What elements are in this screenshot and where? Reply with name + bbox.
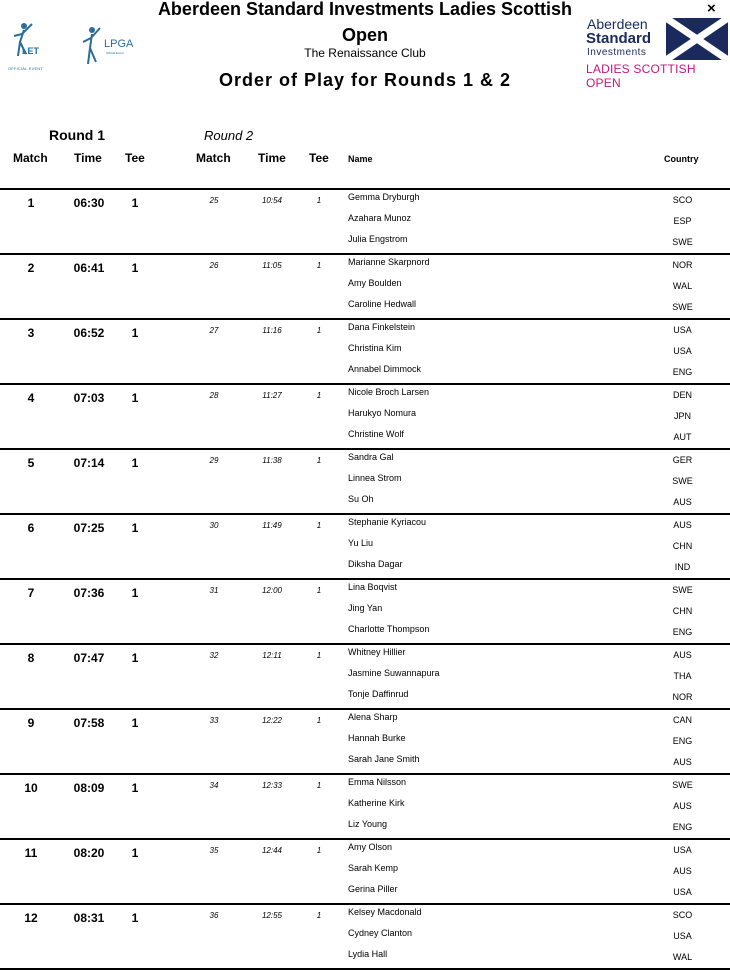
round-2-tee: 1 bbox=[316, 326, 322, 335]
round-2-tee: 1 bbox=[316, 911, 322, 920]
group-separator bbox=[0, 578, 730, 580]
player-name: Azahara Munoz bbox=[348, 213, 412, 223]
page-title: Aberdeen Standard Investments Ladies Scottish Open bbox=[157, 0, 573, 45]
player-name: Dana Finkelstein bbox=[348, 322, 416, 332]
round-2-time: 12:55 bbox=[261, 911, 283, 920]
player-name: Julia Engstrom bbox=[348, 234, 408, 244]
player-country: IND bbox=[674, 562, 691, 572]
round-2-match: 27 bbox=[209, 326, 219, 335]
round-2-tee: 1 bbox=[316, 196, 322, 205]
player-name: Kelsey Macdonald bbox=[348, 907, 422, 917]
let-logo-subtext: OFFICIAL EVENT bbox=[8, 66, 44, 71]
player-country: ENG bbox=[672, 627, 693, 637]
group-separator bbox=[0, 383, 730, 385]
round-1-tee: 1 bbox=[131, 456, 139, 470]
player-name: Jing Yan bbox=[348, 603, 383, 613]
column-header-country: Country bbox=[664, 154, 699, 164]
round-1-tee: 1 bbox=[131, 911, 139, 925]
venue-name: The Renaissance Club bbox=[304, 46, 426, 60]
player-name: Annabel Dimmock bbox=[348, 364, 422, 374]
match-group bbox=[0, 190, 730, 255]
player-country: SCO bbox=[672, 195, 693, 205]
group-separator bbox=[0, 643, 730, 645]
round-1-tee: 1 bbox=[131, 391, 139, 405]
player-country: WAL bbox=[672, 952, 693, 962]
player-name: Yu Liu bbox=[348, 538, 374, 548]
round-1-time: 08:31 bbox=[73, 911, 105, 925]
group-separator bbox=[0, 318, 730, 320]
let-logo-text: LET bbox=[22, 46, 39, 56]
player-name: Cydney Clanton bbox=[348, 928, 413, 938]
round-2-match: 28 bbox=[209, 391, 219, 400]
player-country: SWE bbox=[672, 302, 693, 312]
match-group bbox=[0, 515, 730, 580]
player-name: Diksha Dagar bbox=[348, 559, 403, 569]
round-1-time: 07:25 bbox=[73, 521, 105, 535]
page-subtitle: Order of Play for Rounds 1 & 2 bbox=[218, 70, 512, 90]
round-2-tee: 1 bbox=[316, 391, 322, 400]
round-2-time: 12:44 bbox=[261, 846, 283, 855]
player-name: Christine Wolf bbox=[348, 429, 404, 439]
close-button[interactable]: × bbox=[707, 0, 716, 17]
round-1-match: 4 bbox=[27, 391, 35, 405]
player-name: Gemma Dryburgh bbox=[348, 192, 420, 202]
round-2-match: 36 bbox=[209, 911, 219, 920]
round-2-match: 30 bbox=[209, 521, 219, 530]
group-separator bbox=[0, 188, 730, 190]
round-1-time: 08:20 bbox=[73, 846, 105, 860]
sponsor-line-1: Aberdeen bbox=[587, 16, 648, 32]
round-1-time: 08:09 bbox=[73, 781, 105, 795]
player-country: AUS bbox=[673, 801, 692, 811]
player-country: ENG bbox=[672, 367, 693, 377]
player-country: ENG bbox=[672, 736, 693, 746]
match-group bbox=[0, 710, 730, 775]
player-country: SWE bbox=[672, 237, 693, 247]
round-1-tee: 1 bbox=[131, 261, 139, 275]
round-2-tee: 1 bbox=[316, 261, 322, 270]
player-country: SWE bbox=[672, 476, 693, 486]
round-2-time: 11:05 bbox=[262, 261, 282, 270]
round-2-match: 34 bbox=[209, 781, 219, 790]
column-header-match: Match bbox=[13, 151, 48, 165]
round-1-tee: 1 bbox=[131, 586, 139, 600]
round-1-match: 12 bbox=[24, 911, 38, 925]
player-country: DEN bbox=[672, 390, 692, 400]
lpga-logo-text: LPGA bbox=[104, 38, 134, 50]
column-header-time: Time bbox=[74, 151, 102, 165]
group-separator bbox=[0, 773, 730, 775]
player-name: Tonje Daffinrud bbox=[348, 689, 409, 699]
match-group bbox=[0, 905, 730, 970]
player-country: CHN bbox=[672, 606, 693, 616]
round-1-match: 9 bbox=[27, 716, 35, 730]
player-country: AUT bbox=[673, 432, 692, 442]
round-2-time: 12:00 bbox=[261, 586, 283, 595]
player-name: Marianne Skarpnord bbox=[348, 257, 430, 267]
player-name: Amy Boulden bbox=[348, 278, 402, 288]
player-country: ESP bbox=[673, 216, 692, 226]
column-header-name: Name bbox=[348, 154, 373, 164]
round-1-tee: 1 bbox=[131, 196, 139, 210]
round-1-match: 5 bbox=[27, 456, 35, 470]
player-name: Stephanie Kyriacou bbox=[348, 517, 427, 527]
player-name: Sandra Gal bbox=[348, 452, 394, 462]
player-country: USA bbox=[673, 346, 692, 356]
player-name: Charlotte Thompson bbox=[348, 624, 430, 634]
player-name: Alena Sharp bbox=[348, 712, 398, 722]
match-group bbox=[0, 450, 730, 515]
column-header-time-round-2: Time bbox=[258, 151, 286, 165]
player-name: Emma Nilsson bbox=[348, 777, 407, 787]
player-name: Lydia Hall bbox=[348, 949, 388, 959]
player-name: Amy Olson bbox=[348, 842, 393, 852]
round-1-time: 07:36 bbox=[73, 586, 105, 600]
player-country: THA bbox=[673, 671, 692, 681]
lpga-logo bbox=[80, 24, 144, 70]
player-name: Sarah Kemp bbox=[348, 863, 399, 873]
player-name: Katherine Kirk bbox=[348, 798, 405, 808]
player-country: NOR bbox=[672, 260, 693, 270]
match-group bbox=[0, 320, 730, 385]
group-separator bbox=[0, 708, 730, 710]
round-2-match: 31 bbox=[209, 586, 219, 595]
match-group bbox=[0, 580, 730, 645]
let-logo bbox=[8, 20, 48, 72]
round-1-tee: 1 bbox=[131, 846, 139, 860]
player-country: AUS bbox=[673, 650, 692, 660]
sponsor-line-3: Investments bbox=[587, 47, 647, 58]
round-1-time: 07:47 bbox=[73, 651, 105, 665]
round-2-match: 25 bbox=[209, 196, 219, 205]
round-2-tee: 1 bbox=[316, 846, 322, 855]
round-1-match: 1 bbox=[27, 196, 35, 210]
round-2-label: Round 2 bbox=[204, 128, 254, 143]
group-separator bbox=[0, 513, 730, 515]
player-country: USA bbox=[673, 887, 692, 897]
player-country: SWE bbox=[672, 585, 693, 595]
round-2-time: 11:49 bbox=[262, 521, 282, 530]
round-2-tee: 1 bbox=[316, 781, 322, 790]
round-1-label: Round 1 bbox=[49, 127, 105, 143]
player-country: ENG bbox=[672, 822, 693, 832]
player-name: Linnea Strom bbox=[348, 473, 402, 483]
player-country: AUS bbox=[673, 497, 692, 507]
round-1-match: 7 bbox=[27, 586, 35, 600]
round-2-time: 10:54 bbox=[261, 196, 283, 205]
round-2-time: 11:27 bbox=[262, 391, 282, 400]
saltire-flag-icon bbox=[666, 18, 728, 60]
round-1-match: 11 bbox=[24, 846, 38, 860]
round-1-time: 07:58 bbox=[73, 716, 105, 730]
player-name: Jasmine Suwannapura bbox=[348, 668, 440, 678]
player-country: NOR bbox=[672, 692, 693, 702]
round-1-tee: 1 bbox=[131, 651, 139, 665]
golfer-icon bbox=[80, 24, 104, 68]
column-header-tee-round-2: Tee bbox=[309, 151, 329, 165]
player-name: Su Oh bbox=[348, 494, 374, 504]
player-name: Nicole Broch Larsen bbox=[348, 387, 430, 397]
round-2-tee: 1 bbox=[316, 521, 322, 530]
player-country: CAN bbox=[672, 715, 692, 725]
player-name: Whitney Hillier bbox=[348, 647, 406, 657]
player-country: JPN bbox=[673, 411, 691, 421]
round-1-time: 06:30 bbox=[73, 196, 105, 210]
round-1-tee: 1 bbox=[131, 326, 139, 340]
match-group bbox=[0, 255, 730, 320]
match-group bbox=[0, 385, 730, 450]
player-country: USA bbox=[673, 845, 692, 855]
round-2-tee: 1 bbox=[316, 651, 322, 660]
player-name: Gerina Piller bbox=[348, 884, 398, 894]
player-name: Lina Boqvist bbox=[348, 582, 398, 592]
round-2-tee: 1 bbox=[316, 716, 322, 725]
group-separator bbox=[0, 838, 730, 840]
match-group bbox=[0, 840, 730, 905]
player-country: USA bbox=[673, 931, 692, 941]
round-1-tee: 1 bbox=[131, 716, 139, 730]
match-group bbox=[0, 645, 730, 710]
player-name: Liz Young bbox=[348, 819, 388, 829]
round-2-time: 12:33 bbox=[261, 781, 283, 790]
round-1-time: 07:14 bbox=[73, 456, 105, 470]
round-2-time: 11:16 bbox=[262, 326, 282, 335]
player-country: AUS bbox=[673, 520, 692, 530]
round-1-tee: 1 bbox=[131, 521, 139, 535]
group-separator bbox=[0, 903, 730, 905]
match-group bbox=[0, 775, 730, 840]
player-country: AUS bbox=[673, 866, 692, 876]
player-country: SWE bbox=[672, 780, 693, 790]
sponsor-line-2: Standard bbox=[586, 30, 652, 47]
round-1-time: 06:41 bbox=[73, 261, 105, 275]
player-country: SCO bbox=[672, 910, 693, 920]
player-name: Caroline Hedwall bbox=[348, 299, 417, 309]
player-country: WAL bbox=[672, 281, 693, 291]
player-name: Hannah Burke bbox=[348, 733, 406, 743]
group-separator bbox=[0, 448, 730, 450]
round-2-tee: 1 bbox=[316, 586, 322, 595]
round-2-time: 12:11 bbox=[262, 651, 282, 660]
round-1-time: 07:03 bbox=[73, 391, 105, 405]
round-2-match: 35 bbox=[209, 846, 219, 855]
round-1-match: 3 bbox=[27, 326, 35, 340]
round-2-match: 29 bbox=[209, 456, 219, 465]
player-name: Sarah Jane Smith bbox=[348, 754, 420, 764]
player-country: GER bbox=[672, 455, 693, 465]
round-1-match: 8 bbox=[27, 651, 35, 665]
player-country: AUS bbox=[673, 757, 692, 767]
round-2-match: 32 bbox=[209, 651, 219, 660]
group-separator bbox=[0, 253, 730, 255]
round-1-tee: 1 bbox=[131, 781, 139, 795]
round-1-match: 10 bbox=[24, 781, 38, 795]
round-2-match: 33 bbox=[209, 716, 219, 725]
round-1-match: 2 bbox=[27, 261, 35, 275]
round-2-tee: 1 bbox=[316, 456, 322, 465]
round-1-time: 06:52 bbox=[73, 326, 105, 340]
player-name: Harukyo Nomura bbox=[348, 408, 417, 418]
player-country: CHN bbox=[672, 541, 693, 551]
lpga-logo-subtext: Official Event bbox=[106, 51, 124, 55]
column-header-tee: Tee bbox=[125, 151, 145, 165]
sponsor-line-4: LADIES SCOTTISH OPEN bbox=[586, 62, 696, 90]
sponsor-logo bbox=[586, 16, 730, 90]
round-1-match: 6 bbox=[27, 521, 35, 535]
round-2-time: 11:38 bbox=[262, 456, 282, 465]
round-2-match: 26 bbox=[209, 261, 219, 270]
golfer-icon bbox=[8, 20, 38, 64]
round-2-time: 12:22 bbox=[261, 716, 283, 725]
player-country: USA bbox=[673, 325, 692, 335]
player-name: Christina Kim bbox=[348, 343, 402, 353]
column-header-match-round-2: Match bbox=[196, 151, 231, 165]
